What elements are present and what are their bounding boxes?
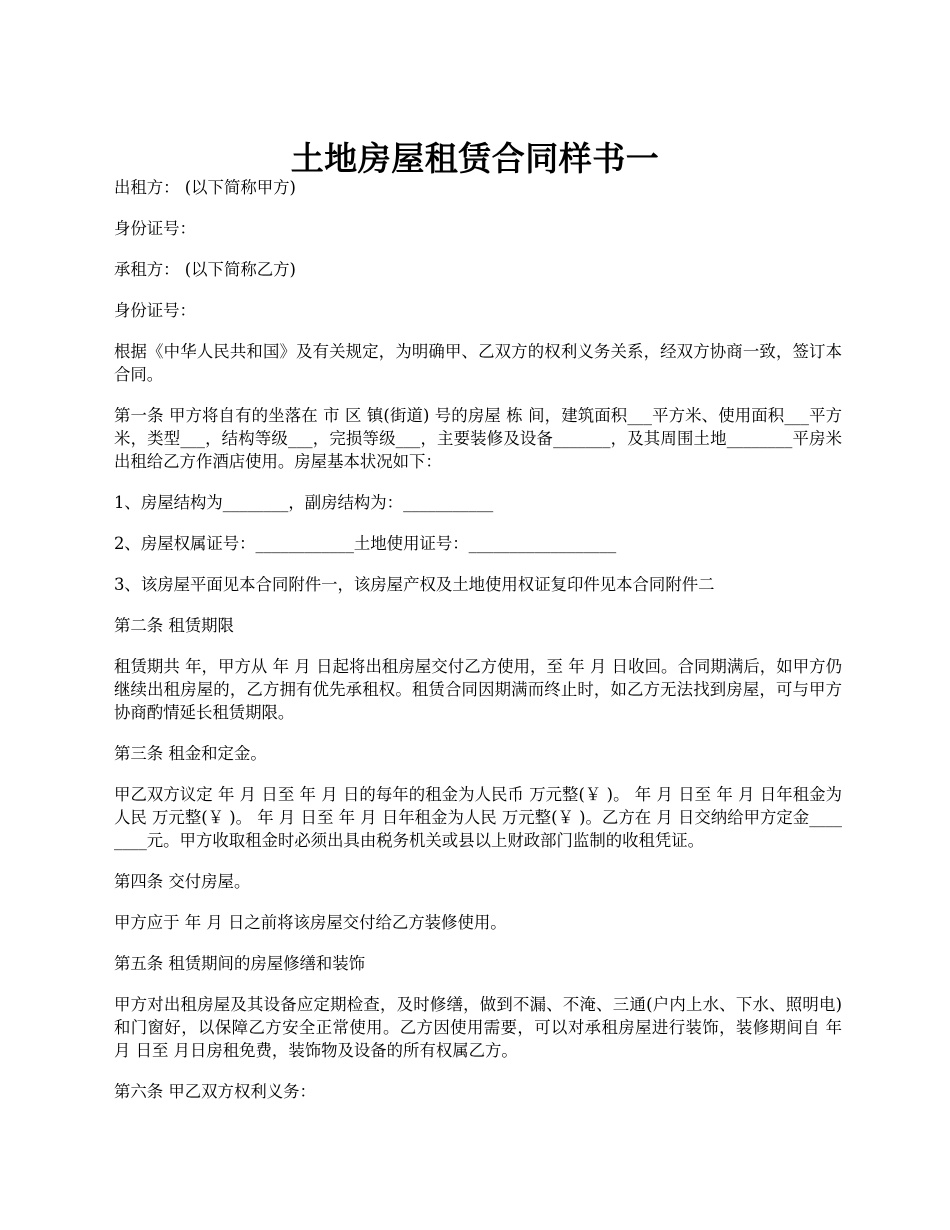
document-title: 土地房屋租赁合同样书一	[290, 139, 660, 179]
article-3-heading: 第三条 租金和定金。	[114, 744, 267, 763]
rent-deposit-paragraph: 甲乙双方议定 年 月 日至 年 月 日的每年的租金为人民币 万元整(￥ )。 年 月 日至 年 月 日年租金为人民 万元整(￥ )。 年 月 日至 年 月 日年租金为人民 万元整(￥ )。乙方在 月 日交纳给甲方定金________元。甲方收取租金时必须出具由税务机关或县以上财政部门监制的收租凭证。	[114, 785, 842, 850]
lessee-id-line: 身份证号：	[114, 301, 196, 320]
article-5-heading: 第五条 租赁期间的房屋修缮和装饰	[114, 954, 366, 973]
article-1-paragraph: 第一条 甲方将自有的坐落在 市 区 镇(街道) 号的房屋 栋 间，建筑面积___平方米、使用面积___平方米，类型___，结构等级___，完损等级___，主要装修及设备_______，及其周围土地________平房米出租给乙方作酒店使用。房屋基本状况如下：	[114, 406, 842, 471]
ownership-certificate-line: 2、房屋权属证号：____________土地使用证号：__________________	[114, 534, 617, 553]
repair-decoration-paragraph: 甲方对出租房屋及其设备应定期检查，及时修缮，做到不漏、不淹、三通(户内上水、下水、照明电)和门窗好，以保障乙方安全正常使用。乙方因使用需要，可以对承租房屋进行装饰，装修期间自 年 月 日至 月日房租免费，装饰物及设备的所有权属乙方。	[114, 995, 842, 1060]
preamble-paragraph: 根据《中华人民共和国》及有关规定，为明确甲、乙双方的权利义务关系，经双方协商一致，签订本合同。	[114, 342, 842, 384]
lessor-id-line: 身份证号：	[114, 219, 196, 238]
article-6-heading: 第六条 甲乙双方权利义务：	[114, 1082, 316, 1101]
article-2-heading: 第二条 租赁期限	[114, 616, 234, 635]
handover-paragraph: 甲方应于 年 月 日之前将该房屋交付给乙方装修使用。	[114, 913, 507, 932]
lease-term-paragraph: 租赁期共 年，甲方从 年 月 日起将出租房屋交付乙方使用，至 年 月 日收回。合同期满后，如甲方仍继续出租房屋的，乙方拥有优先承租权。租赁合同因期满而终止时，如乙方无法找到房屋，可与甲方协商酌情延长租赁期限。	[114, 657, 842, 722]
lessee-line: 承租方： (以下简称乙方)	[114, 260, 296, 279]
house-structure-line: 1、房屋结构为________，副房结构为：___________	[114, 493, 494, 512]
attachments-line: 3、该房屋平面见本合同附件一，该房屋产权及土地使用权证复印件见本合同附件二	[114, 575, 715, 594]
article-4-heading: 第四条 交付房屋。	[114, 872, 251, 891]
document-body	[114, 176, 842, 1121]
lessor-line: 出租方： (以下简称甲方)	[114, 178, 296, 197]
